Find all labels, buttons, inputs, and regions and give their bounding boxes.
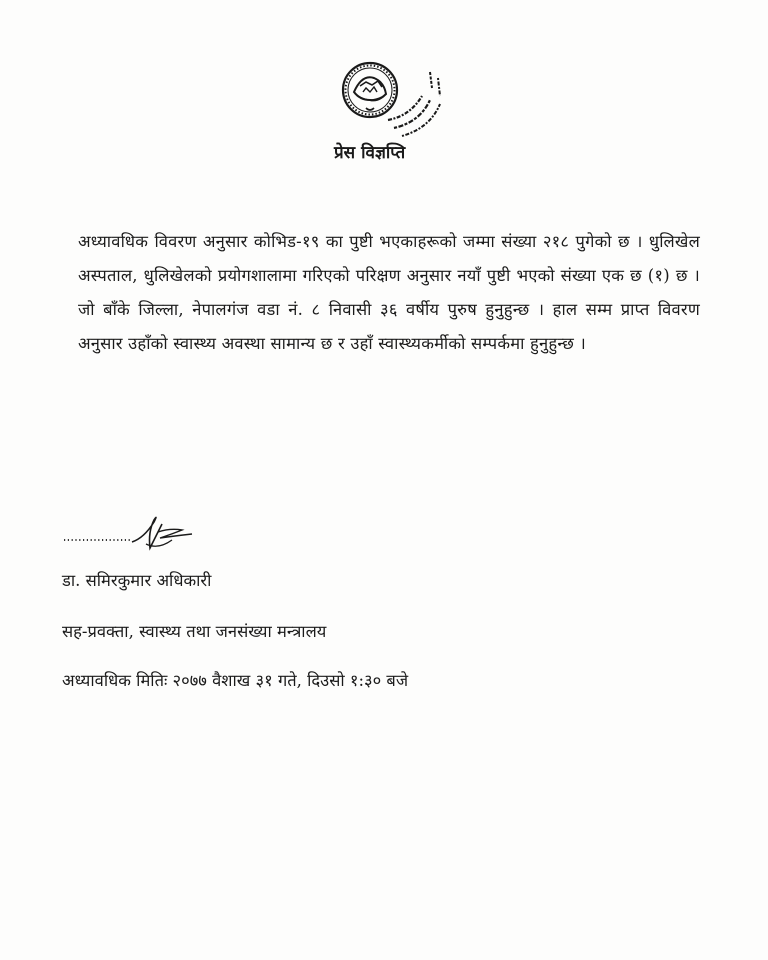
updated-date: अध्यावधिक मितिः २०७७ वैशाख ३१ गते, दिउसो १:३० बजे — [62, 671, 409, 690]
signatory-name: डा. समिरकुमार अधिकारी — [62, 571, 212, 590]
signature-scribble-icon — [62, 510, 202, 558]
press-release-title: प्रेस विज्ञप्ति — [334, 143, 406, 163]
press-release-body: अध्यावधिक विवरण अनुसार कोभिड-१९ का पुष्टी भएकाहरूको जम्मा संख्या २१८ पुगेको छ । धुलिखेल अस्पताल, धुलिखेलको प्रयोगशालामा गरिएको परिक्षण अनुसार नयाँ पुष्टी भएको संख्या एक छ (१) छ । जो बाँके जिल्ला, नेपालगंज वडा नं. ८ निवासी ३६ वर्षीय पुरुष हुनुहुन्छ । हाल सम्म प्राप्त विवरण अनुसार उहाँको स्वास्थ्य अवस्था सामान्य छ र उहाँ स्वास्थ्यकर्मीको सम्पर्कमा हुनुहुन्छ । — [78, 232, 700, 353]
signatory-title: सह-प्रवक्ता, स्वास्थ्य तथा जनसंख्या मन्त्रालय — [62, 622, 327, 641]
government-seal — [330, 52, 455, 170]
seal-emblem-icon — [330, 52, 455, 170]
signature — [62, 510, 202, 558]
